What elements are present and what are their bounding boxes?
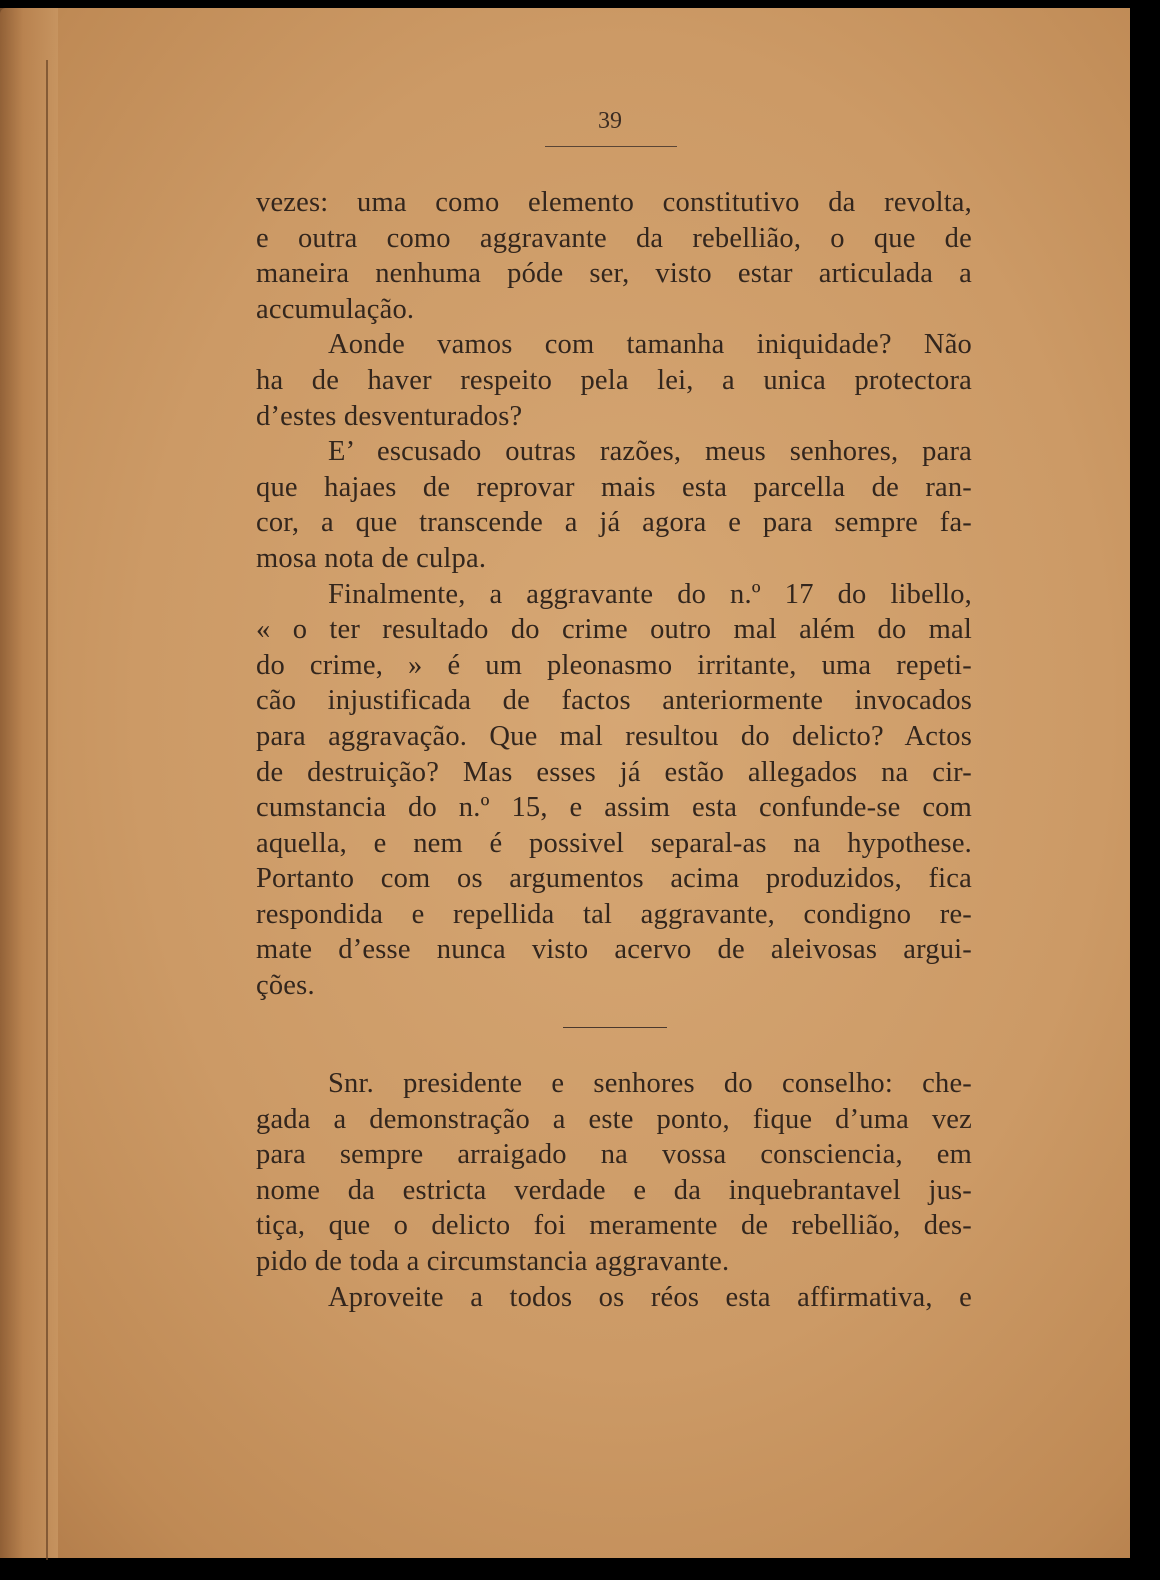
text-line: pido de toda a circumstancia aggravante. [256,1245,730,1277]
text-line: para sempre arraigado na vossa consciencia, em [256,1139,972,1171]
text-line: tiça, que o delicto foi meramente de rebellião, des- [256,1210,972,1242]
text-line: ções. [256,970,315,1002]
text-section-1 [256,185,972,1004]
text-line: vezes: uma como elemento constitutivo da revolta, [256,187,972,218]
text-line: do crime, » é um pleonasmo irritante, uma repeti- [256,649,972,681]
text-line: Finalmente, a aggravante do n.º 17 do libello, [328,578,972,610]
text-line: aquella, e nem é possivel separal-as na hypothese. [256,827,972,859]
text-line: mate d’esse nunca visto acervo de aleivosas argui- [256,934,972,966]
book-spine-shadow [0,8,58,1558]
page-number: 39 [598,108,622,134]
text-line: Aonde vamos com tamanha iniquidade? Não [328,329,972,361]
text-line: gada a demonstração a este ponto, fique d’uma vez [256,1103,972,1135]
text-line: « o ter resultado do crime outro mal além do mal [256,614,972,646]
binding-edge [46,60,48,1560]
text-line: Portanto com os argumentos acima produzidos, fica [256,863,972,895]
text-line: Aproveite a todos os réos esta affirmativa, e [328,1281,972,1313]
header-rule [545,146,677,147]
text-line: que hajaes de reprovar mais esta parcella de ran- [256,471,972,503]
text-line: E’ escusado outras razões, meus senhores, para [328,436,972,468]
text-line: de destruição? Mas esses já estão allegados na cir- [256,756,972,788]
text-line: Snr. presidente e senhores do conselho: che- [328,1068,972,1099]
text-line: nome da estricta verdade e da inquebrantavel jus- [256,1174,972,1206]
text-line: ha de haver respeito pela lei, a unica protectora [256,364,972,396]
text-line: e outra como aggravante da rebellião, o que de [256,222,972,254]
text-line: mosa nota de culpa. [256,542,487,574]
text-line: maneira nenhuma póde ser, visto estar articulada a [256,258,972,290]
text-line: para aggravação. Que mal resultou do delicto? Actos [256,720,972,752]
text-line: cor, a que transcende a já agora e para sempre fa- [256,507,972,539]
section-divider [563,1027,667,1028]
text-line: cumstancia do n.º 15, e assim esta confunde-se com [256,792,972,824]
text-line: accumulação. [256,293,415,325]
text-section-2 [256,1066,972,1315]
text-line: cão injustificada de factos anteriormente invocados [256,685,972,717]
text-line: respondida e repellida tal aggravante, condigno re- [256,898,972,930]
text-line: d’estes desventurados? [256,400,523,432]
